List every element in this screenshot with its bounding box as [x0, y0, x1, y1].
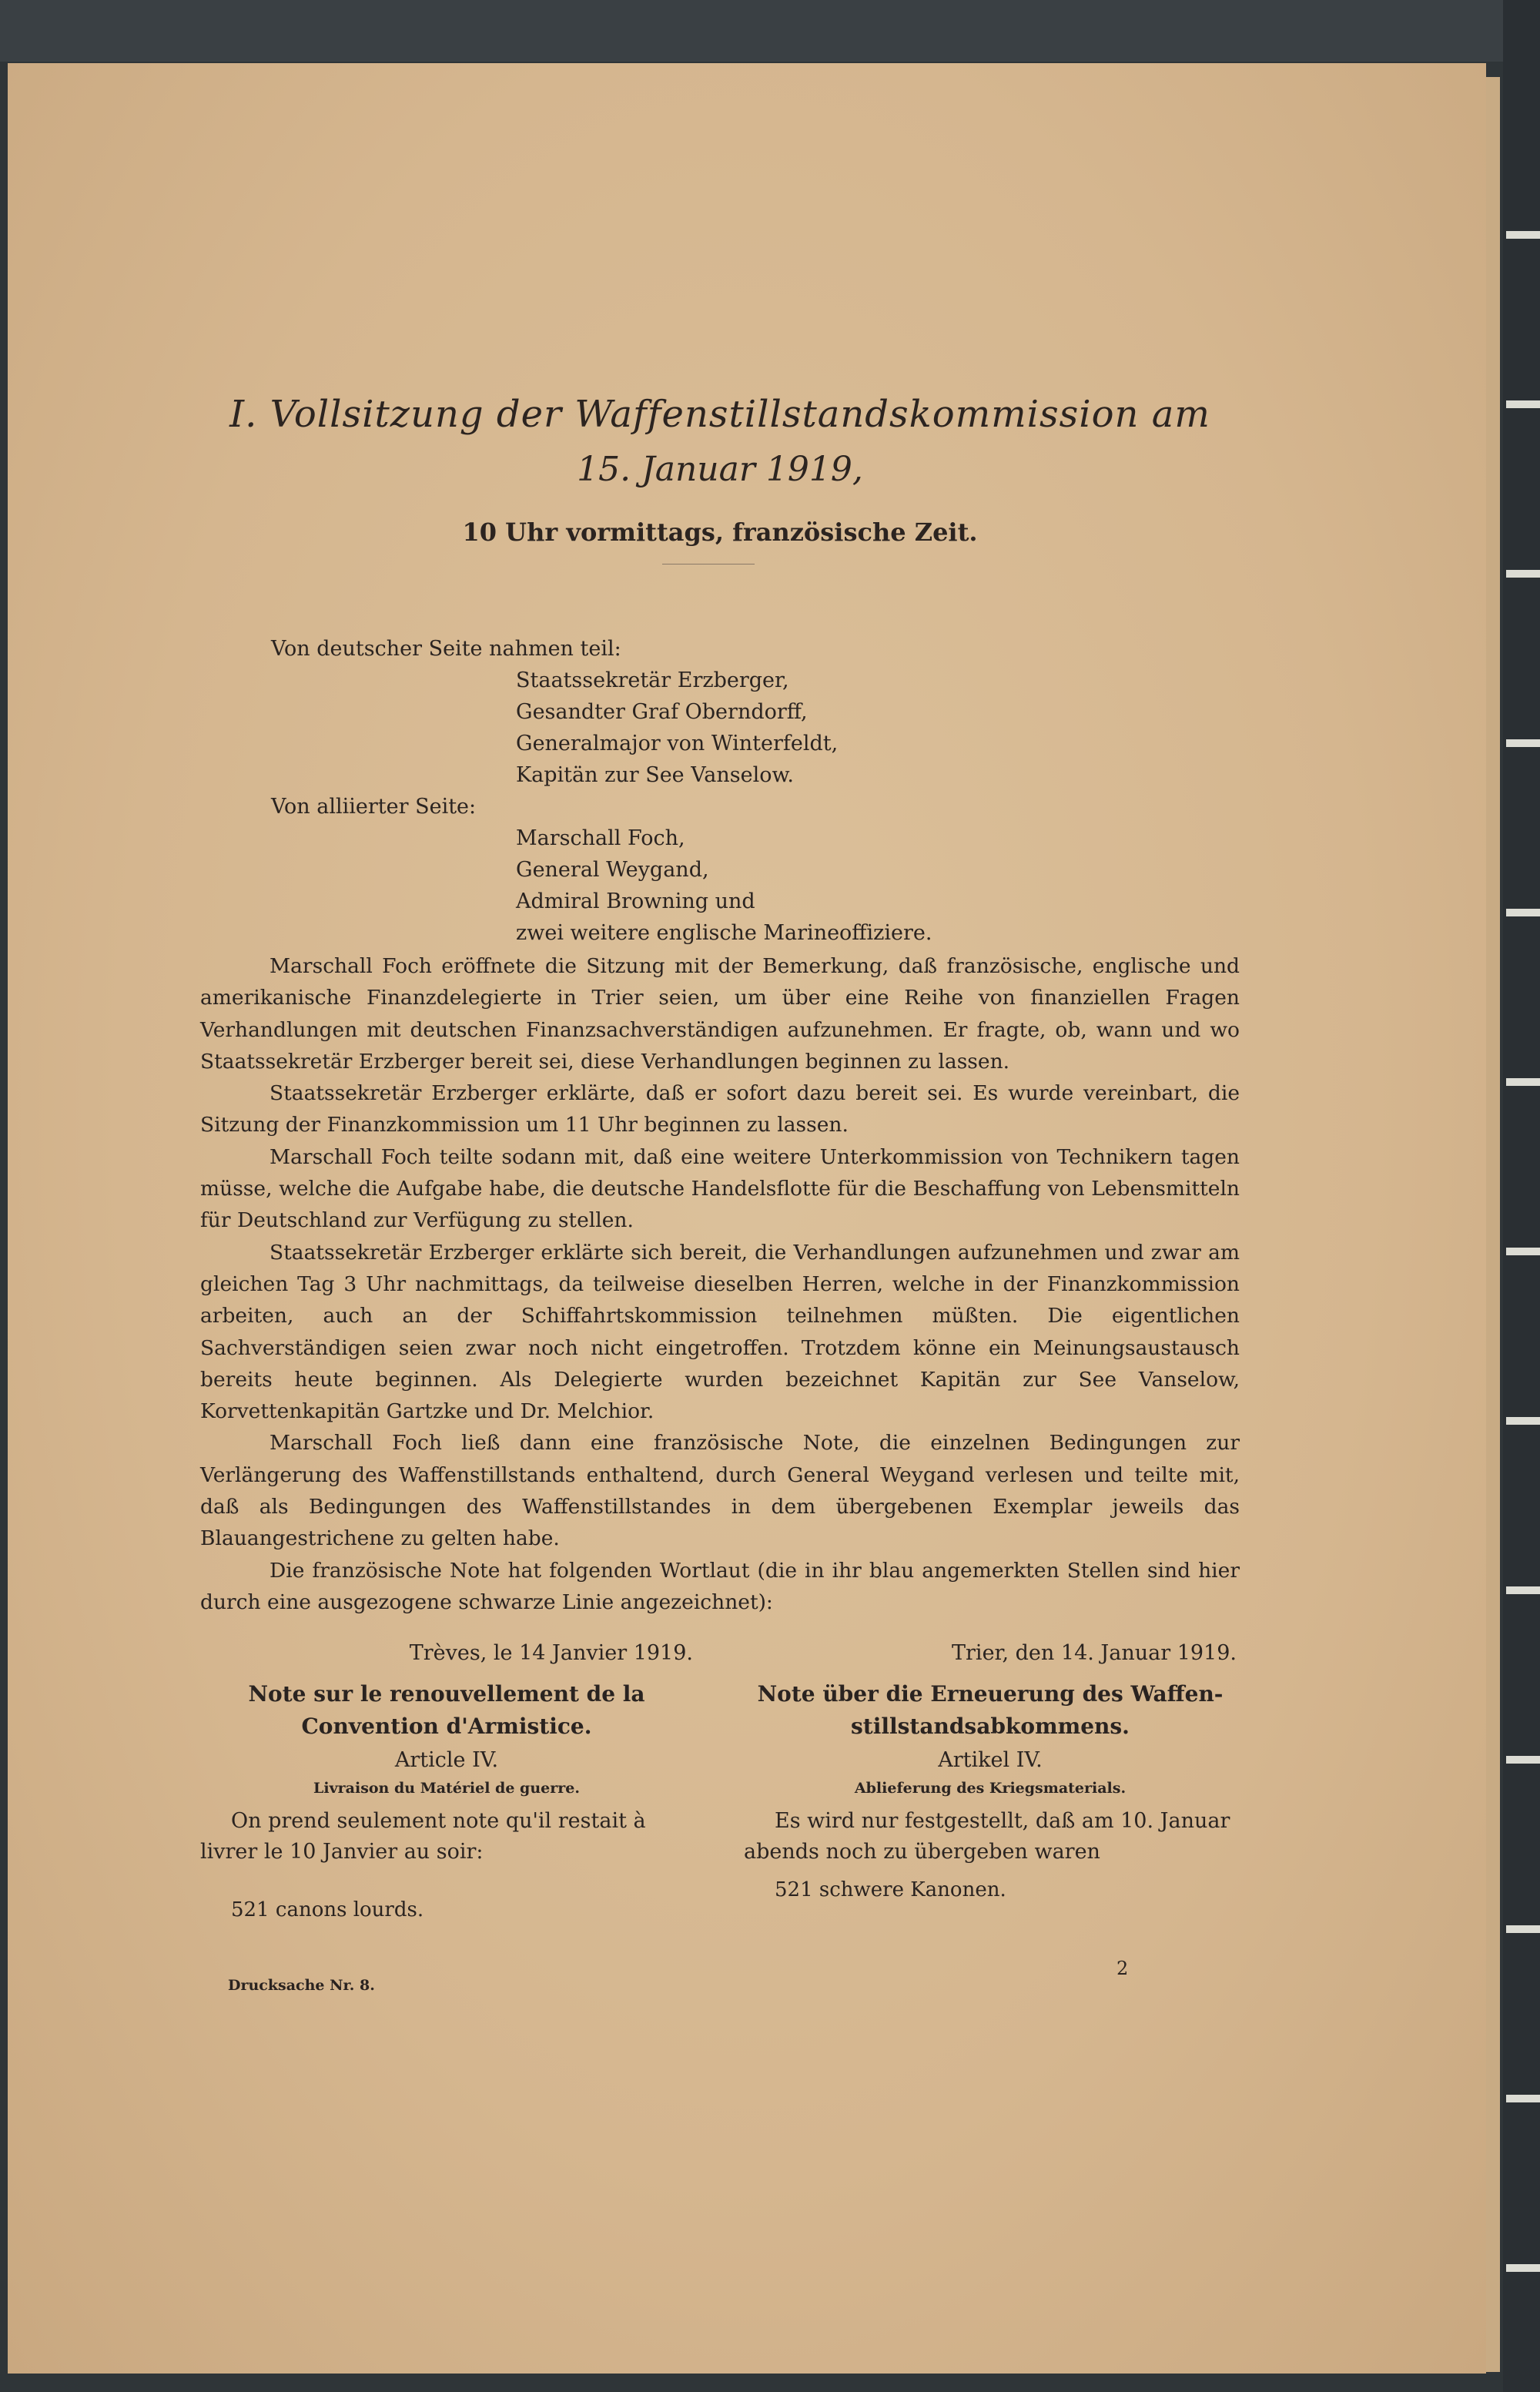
paragraph: Staatssekretär Erzberger erklärte, daß er sofort dazu bereit sei. Es wurde vereinbart, die Sitzung der Finanzkommission um 11 Uhr beginnen zu lassen.: [200, 1081, 1240, 1137]
background-board-top: [0, 0, 1503, 62]
allied-participant: zwei weitere englische Marineoffiziere.: [516, 921, 932, 945]
spine-mark: [1506, 909, 1540, 916]
french-note-title: Note sur le renouvellement de la: [248, 1681, 645, 1707]
spine-mark: [1506, 1756, 1540, 1764]
spine-mark: [1506, 1925, 1540, 1933]
german-date: Trier, den 14. Januar 1919.: [952, 1641, 1237, 1665]
spine-mark: [1506, 400, 1540, 408]
minutes-body: [200, 950, 1240, 1618]
paragraph: Marschall Foch ließ dann eine französische Note, die einzelnen Bedingungen zur Verlängerung des Waffenstillstands enthaltend, durch General Weygand verlesen und teilte mit, daß als Bedingungen des Waffenstillstandes in dem übergebenen Exemplar jeweils das Blauangestrichene zu gelten habe.: [200, 1431, 1240, 1551]
german-body: Es wird nur festgestellt, daß am 10. Januar abends noch zu übergeben waren: [744, 1809, 1230, 1864]
german-note-title: stillstandsabkommens.: [851, 1714, 1130, 1739]
spine-mark: [1506, 1248, 1540, 1255]
french-item: 521 canons lourds.: [231, 1898, 424, 1921]
print-reference: Drucksache Nr. 8.: [228, 1977, 375, 1994]
french-body: On prend seulement note qu'il restait à livrer le 10 Janvier au soir:: [200, 1809, 646, 1864]
spine-mark: [1506, 1417, 1540, 1425]
german-side-intro: Von deutscher Seite nahmen teil:: [271, 637, 621, 661]
session-title: I. Vollsitzung der Waffenstillstandskommission am: [229, 393, 1210, 436]
paragraph: Marschall Foch eröffnete die Sitzung mit der Bemerkung, daß französische, englische und amerikanische Finanzdelegierte in Trier seien, um über eine Reihe von finanziellen Fragen Verhandlungen mit deutschen Finanzsachverständigen aufzunehmen. Er fragte, ob, wann und wo Staatssekretär Erzberger bereit sei, diese Verhandlungen beginnen zu lassen.: [200, 954, 1240, 1074]
paragraph: Die französische Note hat folgenden Wortlaut (die in ihr blau angemerkten Stellen sind hier durch eine ausgezogene schwarze Linie angezeichnet):: [200, 1558, 1240, 1614]
german-participant: Staatssekretär Erzberger,: [516, 668, 789, 692]
page-number: 2: [1116, 1958, 1129, 1979]
session-date: 15. Januar 1919,: [577, 450, 863, 489]
german-participant: Kapitän zur See Vanselow.: [516, 763, 794, 787]
document-page: [8, 63, 1486, 2374]
german-participant: Gesandter Graf Oberndorff,: [516, 700, 808, 724]
french-note-title: Convention d'Armistice.: [301, 1714, 592, 1739]
allied-side-intro: Von alliierter Seite:: [271, 795, 477, 819]
french-subtitle: Livraison du Matériel de guerre.: [313, 1780, 580, 1797]
spine-mark: [1506, 2095, 1540, 2102]
page-edge: [1486, 77, 1500, 2372]
allied-participant: Admiral Browning und: [516, 889, 755, 913]
spine-mark: [1506, 739, 1540, 747]
paragraph: Staatssekretär Erzberger erklärte sich bereit, die Verhandlungen aufzunehmen und zwar am gleichen Tag 3 Uhr nachmittags, da teilweise dieselben Herren, welche in der Finanzkommission arbeiten, auch an der Schiffahrtskommission teilnehmen müßten. Die eigentlichen Sachverständigen seien zwar noch nicht eingetroffen. Trotzdem könne ein Meinungsaustausch bereits heute beginnen. Als Delegierte wurden bezeichnet Kapitän zur See Vanselow, Korvettenkapitän Gartzke und Dr. Melchior.: [200, 1240, 1240, 1424]
session-time: 10 Uhr vormittags, französische Zeit.: [462, 518, 978, 547]
spine-mark: [1506, 231, 1540, 239]
spine-mark: [1506, 1078, 1540, 1086]
french-date: Trèves, le 14 Janvier 1919.: [409, 1641, 693, 1665]
paragraph: Marschall Foch teilte sodann mit, daß eine weitere Unterkommission von Technikern tagen müsse, welche die Aufgabe habe, die deutsche Handelsflotte für die Beschaffung von Lebensmitteln für Deutschland zur Verfügung zu stellen.: [200, 1144, 1240, 1233]
binder-spine: [1503, 0, 1540, 2392]
german-participant: Generalmajor von Winterfeldt,: [516, 732, 839, 755]
german-subtitle: Ablieferung des Kriegsmaterials.: [854, 1780, 1127, 1797]
allied-participant: General Weygand,: [516, 858, 709, 882]
german-column: [744, 1638, 1237, 1901]
spine-mark: [1506, 2264, 1540, 2272]
german-item: 521 schwere Kanonen.: [775, 1878, 1006, 1901]
french-article: Article IV.: [394, 1748, 499, 1772]
allied-participant: Marschall Foch,: [516, 826, 685, 850]
spine-mark: [1506, 570, 1540, 578]
german-note-title: Note über die Erneuerung des Waffen-: [757, 1681, 1224, 1707]
french-column: [200, 1638, 693, 1921]
spine-mark: [1506, 1586, 1540, 1594]
german-article: Artikel IV.: [938, 1748, 1043, 1772]
